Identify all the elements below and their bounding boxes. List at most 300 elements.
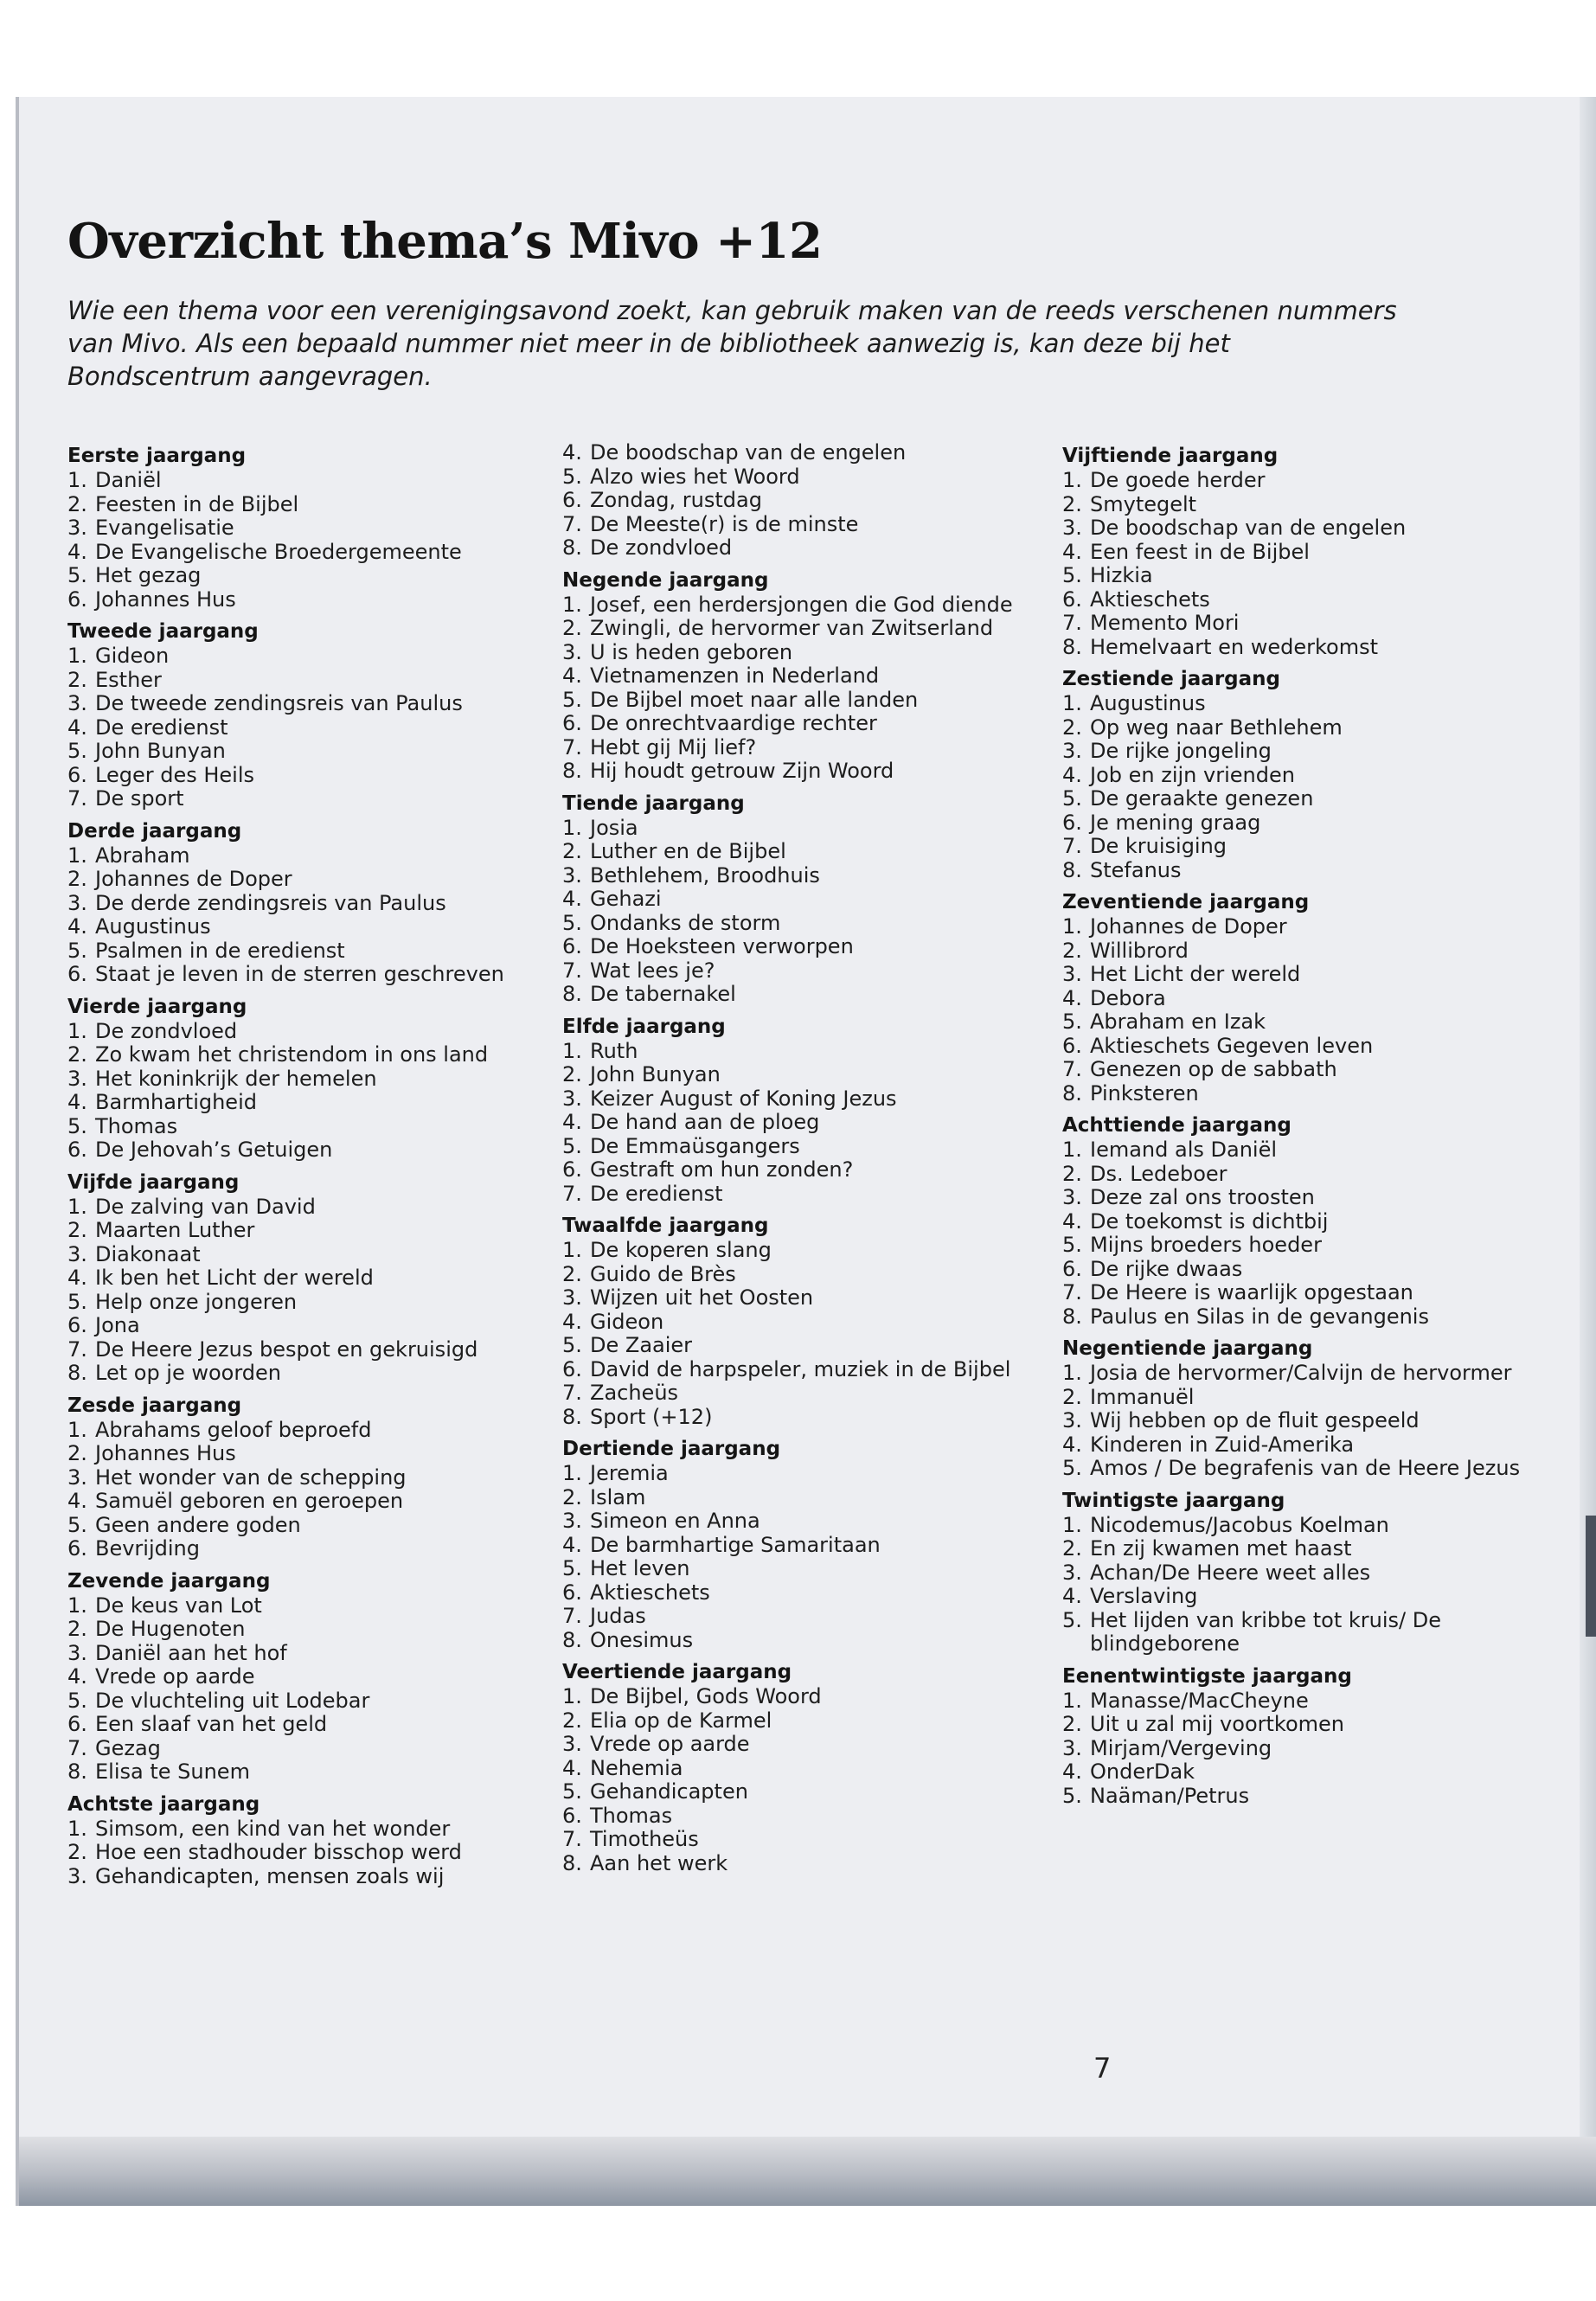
item-text: Manasse/MacCheyne [1090,1688,1309,1713]
item-number: 7. [562,1181,582,1206]
item-text: Jeremia [590,1461,669,1485]
item-text: Help onze jongeren [95,1289,298,1314]
theme-item [1062,1138,1547,1163]
theme-item [67,1817,552,1842]
item-number: 2. [562,1708,582,1733]
item-number: 4. [562,887,582,911]
item-number: 1. [562,815,582,840]
item-number: 5. [1062,1607,1082,1632]
item-number: 3. [1062,1735,1082,1760]
item-text: De Heere Jezus bespot en gekruisigd [95,1336,478,1362]
theme-list [562,441,1047,561]
theme-item [67,1442,552,1466]
item-number: 5. [1062,563,1082,587]
item-text: Thomas [590,1803,673,1828]
year-section [67,443,552,612]
theme-item [1062,1281,1547,1305]
item-text: Vrede op aarde [590,1732,750,1756]
item-text: En zij kwamen met haast [1090,1536,1352,1561]
item-number: 6. [1062,1256,1082,1281]
item-text: Psalmen in de eredienst [95,938,345,963]
item-number: 3. [67,1241,87,1266]
theme-item [1062,1585,1547,1609]
item-number: 4. [1062,1584,1082,1608]
year-section [67,1170,552,1386]
item-text: De zalving van David [95,1194,316,1219]
theme-item [562,817,1047,841]
item-text: Achan/De Heere weet alles [1090,1560,1371,1585]
item-text: Vietnamenzen in Nederland [590,663,880,688]
item-text: De Emmaüsgangers [590,1133,800,1158]
item-text: Wat lees je? [590,958,715,983]
item-number: 5. [1062,1456,1082,1480]
item-number: 7. [67,1336,87,1362]
item-number: 4. [562,1755,582,1780]
year-section [67,1568,552,1785]
item-text: Let op je woorden [95,1361,282,1385]
theme-item [1062,636,1547,660]
theme-item [1062,493,1547,517]
item-text: De eredienst [590,1181,723,1206]
item-text: Stefanus [1090,857,1182,882]
item-text: Daniël aan het hof [95,1640,287,1665]
theme-item [1062,1362,1547,1386]
theme-item [562,959,1047,984]
theme-item [67,692,552,716]
theme-item [562,1462,1047,1486]
item-number: 5. [562,1333,582,1357]
theme-item [1062,1186,1547,1210]
theme-list [1062,1514,1547,1657]
item-text: Op weg naar Bethlehem [1090,715,1343,740]
item-number: 1. [1062,468,1082,492]
theme-item [562,1557,1047,1581]
theme-item [562,1509,1047,1534]
theme-list [562,1239,1047,1429]
item-number: 4. [1062,1208,1082,1234]
theme-item [562,536,1047,561]
theme-item [562,465,1047,490]
theme-item [67,1138,552,1163]
item-text: Wij hebben op de fluit gespeeld [1090,1408,1420,1433]
theme-item [1062,1609,1547,1657]
item-text: Paulus en Silas in de gevangenis [1090,1304,1429,1329]
page-number: 7 [1093,2052,1112,2085]
item-text: Immanuël [1090,1384,1195,1409]
item-text: Het gezag [95,563,202,587]
item-text: Geen andere goden [95,1512,301,1537]
column-1 [67,441,552,1895]
item-number: 7. [562,511,582,536]
theme-item [562,689,1047,713]
item-text: Abrahams geloof beproefd [95,1417,372,1442]
item-text: De Hugenoten [95,1617,246,1641]
item-number: 6. [562,1157,582,1182]
item-text: David de harpspeler, muziek in de Bijbel [590,1356,1011,1381]
item-text: OnderDak [1090,1759,1195,1784]
item-number: 2. [67,1218,87,1242]
theme-item [1062,1163,1547,1187]
theme-item [1062,1305,1547,1330]
item-text: Timotheüs [590,1827,699,1851]
item-number: 2. [1062,938,1082,963]
item-number: 6. [67,586,87,612]
year-section [562,441,1047,561]
item-number: 3. [1062,1408,1082,1433]
page-title: Overzicht thema’s Mivo +12 [67,213,823,270]
item-text: De kruisiging [1090,834,1227,858]
item-number: 1. [562,1238,582,1262]
item-text: De Zaaier [590,1333,693,1357]
theme-item [67,1043,552,1067]
item-text: Ruth [590,1038,638,1063]
item-number: 3. [1062,962,1082,986]
item-text: Naäman/Petrus [1090,1783,1250,1808]
theme-item [67,1243,552,1267]
theme-item [562,1087,1047,1112]
item-number: 4. [562,663,582,688]
item-text: John Bunyan [95,739,226,763]
theme-item [1062,1689,1547,1714]
theme-list [67,1419,552,1561]
theme-item [1062,1234,1547,1258]
item-number: 4. [1062,762,1082,787]
section-heading: Tiende jaargang [562,792,745,815]
theme-item [562,593,1047,618]
section-heading: Zesde jaargang [67,1394,242,1417]
year-section [67,619,552,811]
item-text: De Bijbel moet naar alle landen [590,687,919,712]
item-text: De Jehovah’s Getuigen [95,1138,333,1162]
theme-item [67,764,552,788]
theme-item [562,1111,1047,1135]
theme-list [562,1040,1047,1207]
theme-item [562,888,1047,912]
theme-item [67,1291,552,1315]
item-text: Johannes de Doper [1090,914,1287,939]
item-text: De derde zendingsreis van Paulus [95,890,446,915]
theme-item [1062,1082,1547,1106]
item-text: Augustinus [95,914,211,939]
item-text: Josef, een herdersjongen die God diende [590,592,1013,617]
item-text: Elisa te Sunem [95,1759,250,1784]
scan-shadow-band [19,2137,1596,2206]
item-number: 4. [1062,1432,1082,1457]
item-text: De rijke jongeling [1090,739,1272,763]
theme-item [67,1115,552,1139]
year-section [1062,443,1547,659]
item-text: De Heere is waarlijk opgestaan [1090,1280,1413,1304]
item-text: Aan het werk [590,1850,728,1875]
theme-item [67,1020,552,1044]
item-number: 1. [1062,1361,1082,1385]
item-text: Aktieschets [590,1580,710,1605]
theme-item [67,1419,552,1443]
item-text: Abraham en Izak [1090,1009,1266,1034]
item-number: 7. [1062,1280,1082,1304]
item-number: 1. [1062,1512,1082,1537]
section-heading: Eenentwintigste jaargang [1062,1664,1352,1688]
item-text: Zo kwam het christendom in ons land [95,1042,489,1067]
theme-list [562,1462,1047,1652]
theme-item [562,736,1047,760]
theme-item [1062,987,1547,1011]
item-number: 3. [1062,1185,1082,1209]
item-number: 8. [67,1759,87,1784]
theme-item [67,915,552,939]
item-text: Feesten in de Bijbel [95,491,299,516]
item-text: Thomas [95,1113,178,1138]
item-number: 6. [67,1712,87,1736]
item-number: 3. [562,1285,582,1310]
theme-item [562,1780,1047,1804]
theme-item [562,1311,1047,1335]
item-text: Sport (+12) [590,1404,713,1429]
item-number: 3. [67,1640,87,1665]
theme-item [1062,1433,1547,1458]
item-text: Keizer August of Koning Jezus [590,1086,897,1111]
item-text: Iemand als Daniël [1090,1138,1278,1162]
item-text: Mirjam/Vergeving [1090,1735,1272,1760]
item-text: Leger des Heils [95,762,254,787]
theme-item [67,588,552,612]
theme-item [562,641,1047,665]
theme-item [67,1642,552,1666]
item-number: 8. [1062,1304,1082,1329]
theme-item [562,617,1047,641]
section-heading: Vierde jaargang [67,995,247,1018]
item-text: U is heden geboren [590,639,793,664]
item-number: 3. [67,890,87,915]
item-number: 1. [1062,914,1082,939]
item-text: Wijzen uit het Oosten [590,1285,814,1310]
item-number: 6. [562,1356,582,1381]
theme-item [67,1490,552,1514]
theme-item [562,441,1047,465]
year-section [562,1014,1047,1207]
item-text: Staat je leven in de sterren geschreven [95,962,504,986]
theme-item [562,864,1047,888]
theme-item [562,1486,1047,1510]
item-number: 8. [1062,857,1082,882]
item-number: 6. [1062,586,1082,612]
item-text: John Bunyan [590,1062,721,1086]
item-text: Aktieschets Gegeven leven [1090,1033,1374,1058]
theme-item [67,1537,552,1561]
item-text: Onesimus [590,1627,694,1652]
item-number: 5. [562,1556,582,1580]
item-text: Samuël geboren en geroepen [95,1489,404,1513]
item-text: Zwingli, de hervormer van Zwitserland [590,616,994,640]
section-heading: Eerste jaargang [67,445,247,467]
theme-item [67,787,552,811]
theme-item [67,963,552,987]
year-section [1062,666,1547,882]
item-text: Gehandicapten [590,1779,748,1804]
theme-item [562,1581,1047,1606]
theme-item [67,1665,552,1689]
item-text: Alzo wies het Woord [590,464,800,489]
theme-list [67,469,552,612]
item-number: 8. [562,535,582,560]
item-text: Daniël [95,468,162,492]
theme-item [67,1841,552,1865]
item-number: 5. [1062,1783,1082,1808]
item-number: 6. [562,1803,582,1828]
theme-item [562,1733,1047,1757]
item-number: 7. [1062,611,1082,635]
theme-item [1062,939,1547,964]
item-number: 8. [1062,634,1082,659]
item-number: 2. [562,616,582,640]
year-section [67,1393,552,1561]
item-number: 1. [1062,1688,1082,1713]
item-text: Johannes de Doper [95,867,292,891]
theme-item [67,716,552,740]
theme-item [67,868,552,892]
item-text: De sport [95,786,184,811]
column-2 [562,441,1047,1882]
section-heading: Zestiende jaargang [1062,668,1280,690]
theme-item [67,1362,552,1386]
item-text: Josia de hervormer/Calvijn de hervormer [1090,1361,1512,1385]
theme-item [1062,692,1547,716]
item-number: 3. [1062,1560,1082,1585]
theme-item [67,892,552,916]
item-number: 5. [1062,1009,1082,1034]
item-number: 2. [1062,715,1082,740]
section-heading: Vijfde jaargang [67,1170,240,1194]
item-text: Hoe een stadhouder bisschop werd [95,1840,462,1864]
theme-item [67,1865,552,1889]
item-text: Een feest in de Bijbel [1090,539,1310,564]
year-section [67,818,552,987]
theme-item [67,644,552,669]
item-number: 6. [67,962,87,986]
theme-item [562,1685,1047,1709]
theme-item [1062,564,1547,588]
theme-item [67,493,552,517]
item-number: 5. [562,687,582,712]
item-number: 8. [1062,1080,1082,1106]
item-text: Islam [590,1484,646,1509]
theme-item [67,669,552,693]
item-text: De rijke dwaas [1090,1256,1243,1281]
item-text: Het leven [590,1556,690,1580]
theme-list [1062,1362,1547,1481]
item-number: 8. [67,1361,87,1385]
item-number: 3. [67,1066,87,1091]
item-number: 5. [67,1512,87,1537]
item-text: Nehemia [590,1755,683,1780]
item-text: De boodschap van de engelen [1090,516,1407,540]
item-number: 2. [1062,1384,1082,1409]
item-number: 1. [562,592,582,617]
section-heading: Vijftiende jaargang [1062,445,1279,467]
theme-item [1062,1210,1547,1234]
theme-item [562,912,1047,936]
item-text: Uit u zal mij voortkomen [1090,1712,1344,1736]
theme-item [562,1263,1047,1287]
item-number: 2. [67,491,87,516]
item-number: 2. [67,1840,87,1864]
theme-item [1062,787,1547,811]
theme-item [1062,516,1547,541]
theme-item [67,1737,552,1761]
item-number: 5. [562,464,582,489]
item-number: 4. [562,440,582,465]
theme-list [1062,469,1547,659]
item-number: 6. [1062,1033,1082,1058]
section-heading: Dertiende jaargang [562,1438,781,1460]
item-text: Zondag, rustdag [590,488,762,512]
item-number: 3. [562,639,582,664]
item-number: 2. [67,667,87,692]
item-text: Zacheüs [590,1381,679,1405]
item-text: Gehazi [590,887,662,911]
theme-item [1062,1737,1547,1761]
theme-list [562,817,1047,1007]
item-number: 3. [67,691,87,715]
item-number: 2. [1062,1536,1082,1561]
item-number: 1. [67,1816,87,1841]
theme-item [562,1629,1047,1653]
theme-item [67,516,552,541]
item-number: 2. [562,839,582,863]
item-number: 6. [562,488,582,512]
theme-item [562,712,1047,736]
item-text: De barmhartige Samaritaan [590,1532,881,1557]
section-heading: Elfde jaargang [562,1015,726,1038]
section-heading: Derde jaargang [67,819,242,843]
theme-item [562,1286,1047,1311]
item-text: Pinksteren [1090,1080,1199,1106]
theme-item [1062,1785,1547,1809]
theme-item [1062,1035,1547,1059]
item-text: Simeon en Anna [590,1509,760,1533]
theme-item [562,1709,1047,1734]
item-text: Aktieschets [1090,586,1210,612]
item-number: 4. [562,1309,582,1334]
theme-list [67,1594,552,1785]
item-number: 6. [562,711,582,735]
theme-item [1062,1457,1547,1481]
item-number: 4. [562,1110,582,1134]
item-text: De vluchteling uit Lodebar [95,1688,370,1713]
item-number: 8. [562,982,582,1006]
section-heading: Achtste jaargang [67,1792,260,1816]
item-number: 7. [562,1827,582,1851]
item-text: De tabernakel [590,982,736,1006]
item-number: 2. [67,867,87,891]
item-text: Amos / De begrafenis van de Heere Jezus [1090,1456,1521,1480]
item-text: De geraakte genezen [1090,786,1314,811]
theme-item [1062,1514,1547,1538]
theme-item [562,760,1047,784]
theme-item [562,1406,1047,1430]
item-number: 2. [562,1062,582,1086]
year-section [67,1791,552,1889]
theme-item [67,1713,552,1737]
item-number: 4. [67,1664,87,1689]
item-number: 4. [1062,539,1082,564]
item-text: Ds. Ledeboer [1090,1161,1227,1186]
item-text: Abraham [95,843,190,868]
year-section [1062,889,1547,1106]
theme-item [562,840,1047,864]
item-number: 6. [67,1138,87,1162]
item-number: 5. [67,563,87,587]
